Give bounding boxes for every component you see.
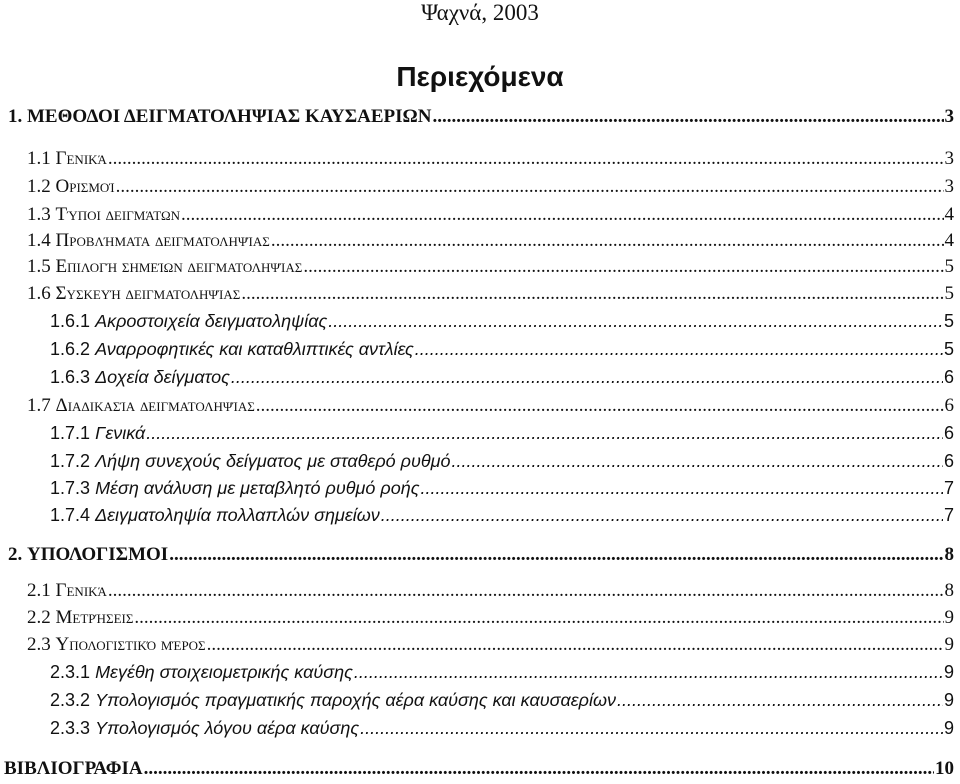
toc-entry-2-2[interactable]: [0, 607, 954, 633]
dot-leader: [420, 478, 943, 499]
toc-entry-2[interactable]: [0, 544, 954, 570]
toc-entry-2-1[interactable]: [0, 580, 954, 606]
toc-entry-text: Επιλογή σημείων δειγματοληψίας: [55, 256, 303, 277]
toc-entry-number: 1.6: [27, 283, 51, 304]
toc-entry-page: 9: [943, 662, 954, 682]
toc-entry-number: 1.7.1: [50, 423, 91, 443]
dot-leader: [381, 505, 943, 526]
toc-entry-text: Αναρροφητικές και καταθλιπτικές αντλίες: [95, 339, 414, 359]
toc-entry-page: 6: [943, 423, 954, 443]
dot-leader: [432, 106, 943, 128]
toc-entry-number: 2.2: [27, 607, 51, 628]
dot-leader: [271, 230, 944, 252]
dot-leader: [415, 339, 943, 360]
toc-entry-1-3[interactable]: [0, 204, 954, 230]
toc-entry-text: ΜΕΘΟΔΟΙ ΔΕΙΓΜΑΤΟΛΗΨΙΑΣ ΚΑΥΣΑΕΡΙΩΝ: [27, 106, 432, 127]
toc-entry-1-7-4[interactable]: [0, 505, 954, 531]
toc-entry-text: ΒΙΒΛΙΟΓΡΑΦΙΑ: [4, 758, 143, 779]
toc-entry-1-7-1[interactable]: [0, 423, 954, 449]
toc-entry-number: 2.3.3: [50, 718, 91, 738]
toc-entry-text: Ορισμοί: [55, 176, 115, 197]
toc-entry-text: Γενικά: [55, 580, 107, 601]
toc-entry-2-3[interactable]: [0, 634, 954, 660]
toc-entry-1-6[interactable]: [0, 283, 954, 309]
toc-entry-number: 1.7.2: [50, 451, 91, 471]
toc-entry-number: 1.4: [27, 230, 51, 251]
document-header: Ψαχνά, 2003: [421, 0, 539, 25]
toc-entry-text: Δοχεία δείγματος: [95, 367, 230, 387]
toc-entry-number: 1.7.4: [50, 505, 91, 525]
toc-entry-page: 9: [944, 607, 954, 628]
toc-entry-1-7-2[interactable]: [0, 451, 954, 477]
toc-entry-bibliography[interactable]: [0, 758, 954, 784]
toc-entry-number: 1.2: [27, 176, 51, 197]
toc-entry-text: Μετρήσεις: [55, 607, 134, 628]
dot-leader: [169, 544, 943, 566]
toc-entry-number: 1.3: [27, 204, 51, 225]
toc-entry-page: 5: [944, 283, 954, 304]
toc-entry-number: 2.3.2: [50, 690, 91, 710]
toc-entry-text: Δειγματοληψία πολλαπλών σημείων: [95, 505, 380, 525]
dot-leader: [303, 256, 943, 278]
toc-entry-text: Λήψη συνεχούς δείγματος με σταθερό ρυθμό: [95, 451, 451, 471]
toc-entry-text: Τύποι δειγμάτων: [55, 204, 180, 225]
toc-entry-page: 5: [943, 339, 954, 359]
toc-entry-page: 6: [943, 451, 954, 471]
toc-entry-text: Υπολογισμός πραγματικής παροχής αέρα καύσης και καυσαερίων: [95, 690, 616, 710]
toc-entry-1-6-2[interactable]: [0, 339, 954, 365]
toc-entry-number: 1.1: [27, 148, 51, 169]
dot-leader: [231, 367, 943, 388]
toc-entry-number: 2.: [8, 544, 23, 565]
toc-entry-number: 1.6.1: [50, 311, 91, 331]
toc-title: Περιεχόμενα: [396, 61, 564, 92]
toc-entry-page: 7: [943, 478, 954, 498]
toc-entry-page: 7: [943, 505, 954, 525]
toc-entry-1-6-1[interactable]: [0, 311, 954, 337]
dot-leader: [144, 758, 934, 780]
dot-leader: [451, 451, 943, 472]
toc-entry-2-3-1[interactable]: [0, 662, 954, 688]
toc-entry-number: 2.3.1: [50, 662, 91, 682]
toc-entry-number: 1.6.2: [50, 339, 91, 359]
toc-entry-text: Συσκευή δειγματοληψίας: [55, 283, 241, 304]
toc-entry-1-7-3[interactable]: [0, 478, 954, 504]
toc-entry-page: 8: [944, 580, 954, 601]
toc-entry-page: 9: [943, 690, 954, 710]
toc-entry-number: 2.1: [27, 580, 51, 601]
toc-entry-number: 1.6.3: [50, 367, 91, 387]
toc-entry-text: Υπολογιστικό μέρος: [55, 634, 206, 655]
toc-entry-page: 10: [935, 758, 954, 779]
dot-leader: [360, 718, 943, 739]
toc-entry-number: 1.7: [27, 395, 51, 416]
dot-leader: [116, 176, 944, 198]
dot-leader: [617, 690, 943, 711]
toc-entry-2-3-2[interactable]: [0, 690, 954, 716]
toc-entry-1-2[interactable]: [0, 176, 954, 202]
dot-leader: [256, 395, 944, 417]
dot-leader: [207, 634, 944, 656]
toc-entry-1-1[interactable]: [0, 148, 954, 174]
toc-entry-page: 5: [944, 256, 954, 277]
toc-entry-page: 5: [943, 311, 954, 331]
toc-entry-text: Γενικά: [95, 423, 146, 443]
dot-leader: [354, 662, 943, 683]
dot-leader: [134, 607, 943, 629]
toc-entry-page: 3: [944, 176, 954, 197]
toc-entry-page: 4: [944, 230, 954, 251]
dot-leader: [146, 423, 943, 444]
toc-entry-number: 1.: [8, 106, 23, 127]
dot-leader: [181, 204, 944, 226]
toc-entry-text: Προβλήματα δειγματοληψίας: [55, 230, 270, 251]
toc-entry-1-7[interactable]: [0, 395, 954, 421]
toc-entry-text: Ακροστοιχεία δειγματοληψίας: [95, 311, 328, 331]
toc-entry-text: Υπολογισμός λόγου αέρα καύσης: [95, 718, 360, 738]
toc-entry-page: 9: [943, 718, 954, 738]
toc-entry-1-6-3[interactable]: [0, 367, 954, 393]
dot-leader: [108, 148, 944, 170]
toc-entry-number: 1.5: [27, 256, 51, 277]
toc-entry-page: 4: [944, 204, 954, 225]
toc-entry-page: 8: [944, 544, 954, 565]
dot-leader: [241, 283, 943, 305]
toc-entry-1-4[interactable]: [0, 230, 954, 256]
toc-entry-text: Γενικά: [55, 148, 107, 169]
toc-entry-2-3-3[interactable]: [0, 718, 954, 744]
toc-entry-page: 3: [944, 106, 954, 127]
dot-leader: [108, 580, 944, 602]
toc-entry-page: 3: [944, 148, 954, 169]
toc-entry-text: Μέση ανάλυση με μεταβλητό ρυθμό ροής: [95, 478, 420, 498]
toc-entry-number: 1.7.3: [50, 478, 91, 498]
toc-entry-1-5[interactable]: [0, 256, 954, 282]
toc-entry-1[interactable]: [0, 106, 954, 132]
toc-entry-text: Μεγέθη στοιχειομετρικής καύσης: [95, 662, 353, 682]
toc-entry-text: ΥΠΟΛΟΓΙΣΜΟΙ: [27, 544, 169, 565]
toc-entry-page: 6: [944, 395, 954, 416]
toc-entry-page: 6: [943, 367, 954, 387]
dot-leader: [328, 311, 943, 332]
toc-entry-number: 2.3: [27, 634, 51, 655]
toc-entry-page: 9: [944, 634, 954, 655]
toc-entry-text: Διαδικασία δειγματοληψίας: [55, 395, 255, 416]
